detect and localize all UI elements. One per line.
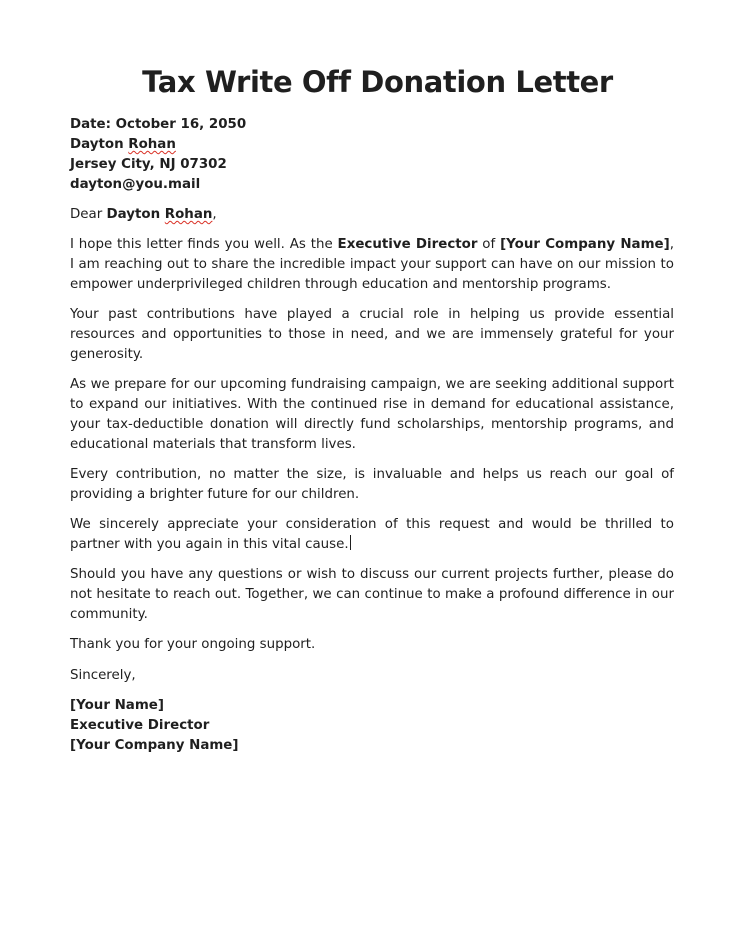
paragraph-campaign[interactable]: As we prepare for our upcoming fundraising campaign, we are seeking additional support to expand our initiatives. With the continued rise in demand for educational assistance, your tax-deductible donation will directly fund scholarships, mentorship programs, and educational materials that transform lives.: [70, 377, 674, 452]
paragraph-thanks[interactable]: Thank you for your ongoing support.: [70, 637, 316, 652]
intro-company: [Your Company Name]: [500, 237, 670, 252]
salutation-prefix: Dear: [70, 207, 107, 222]
salutation-last-name-misspelled[interactable]: Rohan: [164, 207, 213, 222]
address-line[interactable]: Jersey City, NJ 07302: [70, 157, 227, 172]
recipient-last-name-misspelled[interactable]: Rohan: [128, 137, 176, 152]
signature-block: [70, 696, 674, 756]
intro-text-2: of: [477, 237, 501, 252]
appreciation-text: We sincerely appreciate your consideration of this request and would be thrilled to partner with you again in this vital cause.: [70, 517, 674, 552]
paragraph-intro[interactable]: [70, 235, 674, 295]
salutation[interactable]: [70, 205, 674, 225]
document-body[interactable]: [70, 115, 674, 756]
recipient-first-name: Dayton: [70, 137, 129, 152]
signature-company[interactable]: [Your Company Name]: [70, 738, 239, 753]
paragraph-questions[interactable]: Should you have any questions or wish to discuss our current projects further, please do not hesitate to reach out. Together, we can continue to make a profound difference in our community.: [70, 567, 674, 622]
date-line[interactable]: Date: October 16, 2050: [70, 117, 247, 132]
signature-title[interactable]: Executive Director: [70, 718, 210, 733]
signature-name[interactable]: [Your Name]: [70, 698, 164, 713]
salutation-first-name: Dayton: [106, 207, 165, 222]
sender-header-block: [70, 115, 674, 195]
document-title[interactable]: Tax Write Off Donation Letter: [142, 65, 613, 99]
paragraph-appreciation[interactable]: [70, 515, 674, 555]
sign-off[interactable]: Sincerely,: [70, 668, 136, 683]
intro-role: Executive Director: [337, 237, 478, 252]
paragraph-past-contributions[interactable]: Your past contributions have played a crucial role in helping us provide essential resources and opportunities to those in need, and we are immensely grateful for your generosity.: [70, 307, 674, 362]
intro-text-3: , I am reaching out to share the incredible impact your support can have on our mission to empower underprivileged children through education and mentorship programs.: [70, 237, 674, 292]
email-line[interactable]: dayton@you.mail: [70, 177, 201, 192]
paragraph-every-contribution[interactable]: Every contribution, no matter the size, is invaluable and helps us reach our goal of providing a brighter future for our children.: [70, 467, 674, 502]
text-cursor: [350, 535, 351, 550]
recipient-name-line[interactable]: [70, 135, 674, 155]
intro-text-1: I hope this letter finds you well. As the: [70, 237, 338, 252]
salutation-comma: ,: [212, 207, 217, 222]
